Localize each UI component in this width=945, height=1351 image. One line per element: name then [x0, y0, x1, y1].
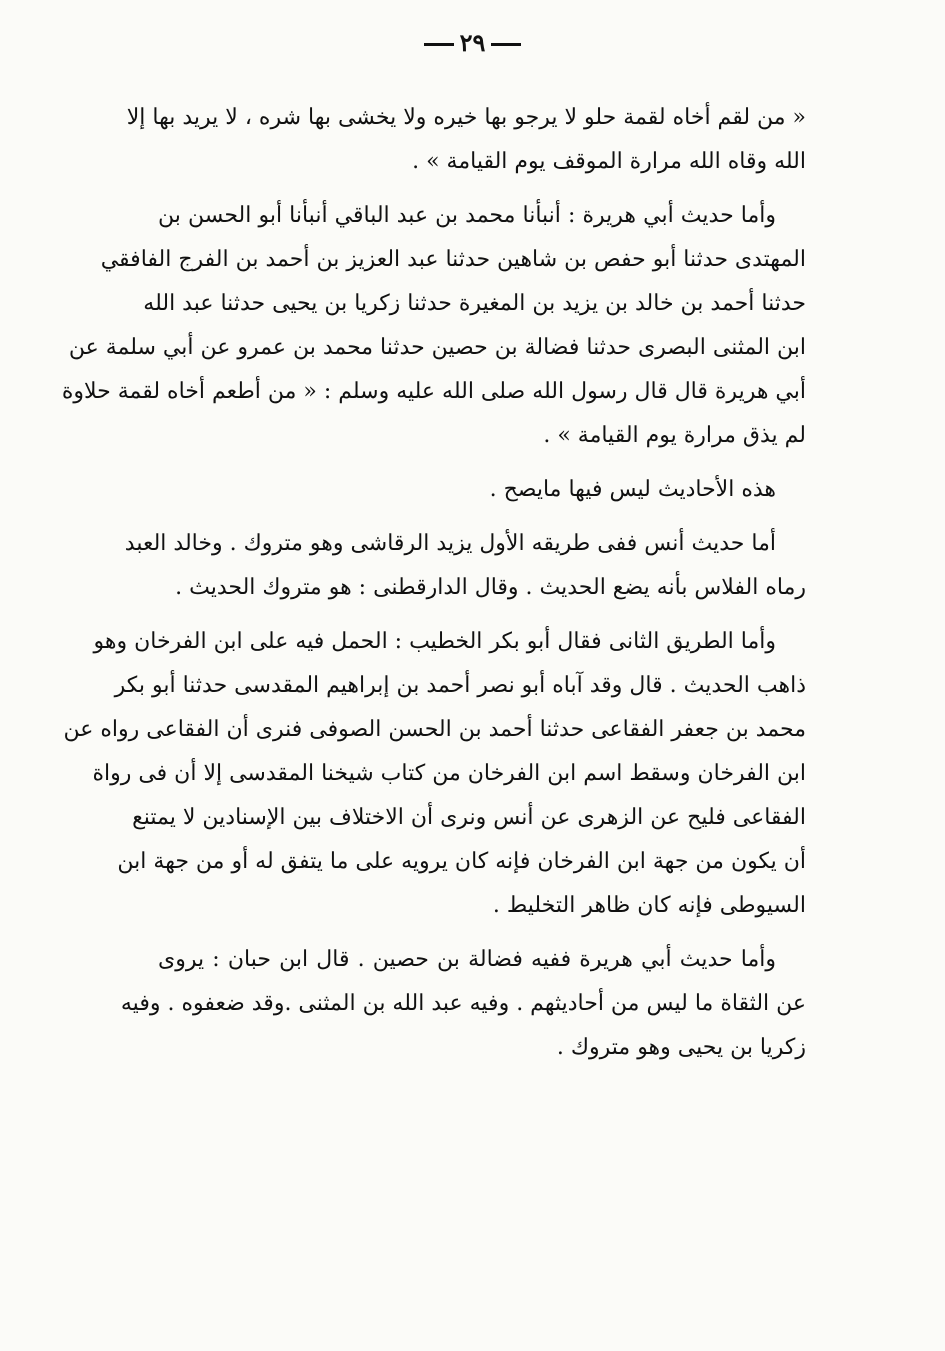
paragraph-4 — [124, 522, 806, 610]
page-number: ٢٩ — [459, 28, 486, 57]
dash-left — [424, 43, 454, 46]
paragraph-5 — [63, 620, 806, 928]
text-line: ابن الفرخان وسقط اسم ابن الفرخان من كتاب شيخنا المقدسى إلا أن فى رواة — [92, 761, 806, 786]
text-line: وأما حديث أبي هريرة : أنبأنا محمد بن عبد الباقي أنبأنا أبو الحسن بن — [158, 203, 776, 228]
text-line: ذاهب الحديث . قال وقد آباه أبو نصر أحمد بن إبراهيم المقدسى حدثنا أبو بكر — [114, 673, 806, 698]
paragraph-6 — [120, 938, 806, 1070]
text-line: زكريا بن يحيى وهو متروك . — [556, 1035, 806, 1060]
text-line: « من لقم أخاه لقمة حلو لا يرجو بها خيره ولا يخشى بها شره ، لا يريد بها إلا — [126, 105, 806, 130]
text-line: وأما الطريق الثانى فقال أبو بكر الخطيب : الحمل فيه على ابن الفرخان وهو — [93, 629, 776, 654]
paragraph-2 — [61, 194, 806, 458]
text-line: الله وقاه الله مرارة الموقف يوم القيامة » . — [412, 149, 806, 174]
text-line: السيوطى فإنه كان ظاهر التخليط . — [492, 893, 806, 918]
text-line: ابن المثنى البصرى حدثنا فضالة بن حصين حدثنا محمد بن عمرو عن أبي سلمة عن — [68, 335, 806, 360]
text-line: رماه الفلاس بأنه يضع الحديث . وقال الدارقطنى : هو متروك الحديث . — [175, 575, 806, 600]
text-line: عن الثقاة ما ليس من أحاديثهم . وفيه عبد الله بن المثنى .وقد ضعفوه . وفيه — [120, 991, 806, 1016]
text-line: هذه الأحاديث ليس فيها مايصح . — [489, 477, 776, 502]
text-line: محمد بن جعفر الفقاعى حدثنا أحمد بن الحسن الصوفى فنرى أن الفقاعى رواه عن — [63, 717, 806, 742]
text-line: المهتدى حدثنا أبو حفص بن شاهين حدثنا عبد العزيز بن أحمد بن الفرج الفافقي — [100, 247, 806, 272]
text-line: وأما حديث أبي هريرة ففيه فضالة بن حصين . قال ابن حبان : يروى — [158, 947, 776, 972]
paragraph-1 — [126, 96, 806, 184]
paragraph-3 — [158, 468, 806, 512]
text-line: لم يذق مرارة يوم القيامة » . — [543, 423, 806, 448]
text-line: الفقاعى فليح عن الزهرى عن أنس ونرى أن الاختلاف بين الإسنادين لا يمتنع — [132, 805, 806, 830]
text-line: حدثنا أحمد بن خالد بن يزيد بن المغيرة حدثنا زكريا بن يحيى حدثنا عبد الله — [143, 291, 806, 316]
text-line: أن يكون من جهة ابن الفرخان فإنه كان يرويه على ما يتفق له أو من جهة ابن — [117, 849, 806, 874]
dash-right — [491, 43, 521, 46]
text-line: أما حديث أنس ففى طريقه الأول يزيد الرقاشى وهو متروك . وخالد العبد — [124, 531, 776, 556]
page-body — [61, 96, 806, 1080]
text-line: أبي هريرة قال قال رسول الله صلى الله عليه وسلم : « من أطعم أخاه لقمة حلاوة — [61, 379, 806, 404]
page-number-header — [0, 28, 945, 57]
